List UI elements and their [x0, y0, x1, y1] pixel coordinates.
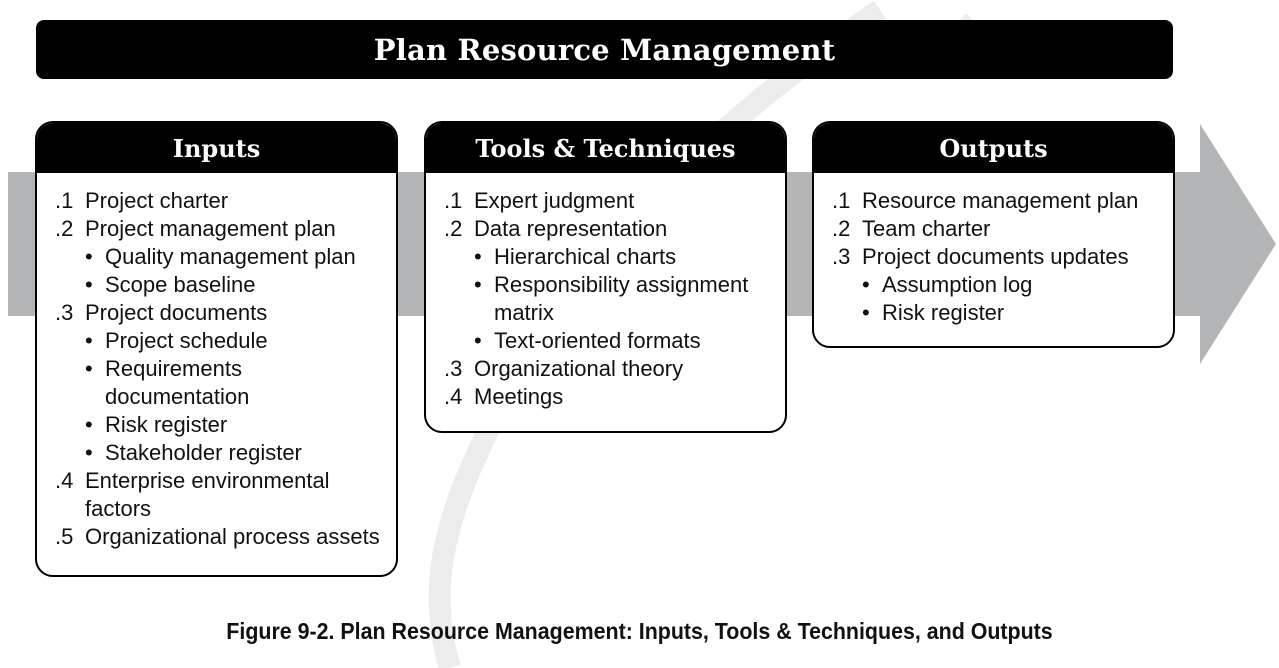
list-item: .3 Project documents updates • Assumption log • Risk register: [832, 244, 1129, 325]
inputs-list: [37, 173, 396, 551]
list-item: .1 Resource management plan: [832, 188, 1139, 213]
sub-item: • Project schedule: [85, 328, 268, 353]
list-item: .3 Project documents • Project schedule • Requirements documentation • Risk register • Stakeholder register: [55, 300, 302, 465]
sub-item: • Requirements documentation: [85, 356, 250, 409]
sub-item: • Risk register: [85, 412, 228, 437]
sub-item: • Stakeholder register: [85, 440, 302, 465]
sub-item: • Scope baseline: [85, 272, 256, 297]
list-item: .2 Project management plan • Quality management plan • Scope baseline: [55, 216, 356, 297]
diagram-title: Plan Resource Management: [36, 20, 1173, 79]
list-item: .3 Organizational theory: [444, 356, 684, 381]
sub-item: • Assumption log: [862, 272, 1033, 297]
sub-item: • Text-oriented formats: [474, 328, 701, 353]
tools-techniques-heading: Tools & Techniques: [426, 123, 785, 173]
list-item: .2 Data representation • Hierarchical charts • Responsibility assignment matrix • Text-oriented formats: [444, 215, 775, 355]
sub-item: • Risk register: [862, 300, 1005, 325]
outputs-list: [814, 173, 1173, 327]
list-item: .1 Expert judgment: [444, 188, 635, 213]
sub-item: • Quality management plan: [85, 244, 356, 269]
figure-caption: Figure 9-2. Plan Resource Management: Inputs, Tools & Techniques, and Outputs: [226, 618, 1053, 644]
list-item: .4 Meetings: [444, 384, 564, 409]
list-item: .4 Enterprise environmental factors: [55, 468, 330, 521]
list-item: .2 Team charter: [832, 216, 991, 241]
inputs-heading: Inputs: [37, 123, 396, 173]
list-item: .5 Organizational process assets: [55, 524, 380, 549]
tools-techniques-list: [426, 173, 785, 411]
sub-item: • Responsibility assignment matrix: [474, 272, 749, 325]
outputs-box: [812, 121, 1175, 348]
tools-techniques-box: [424, 121, 787, 433]
list-item: .1 Project charter: [55, 188, 229, 213]
sub-item: • Hierarchical charts: [474, 244, 677, 269]
inputs-box: [35, 121, 398, 577]
outputs-heading: Outputs: [814, 123, 1173, 173]
